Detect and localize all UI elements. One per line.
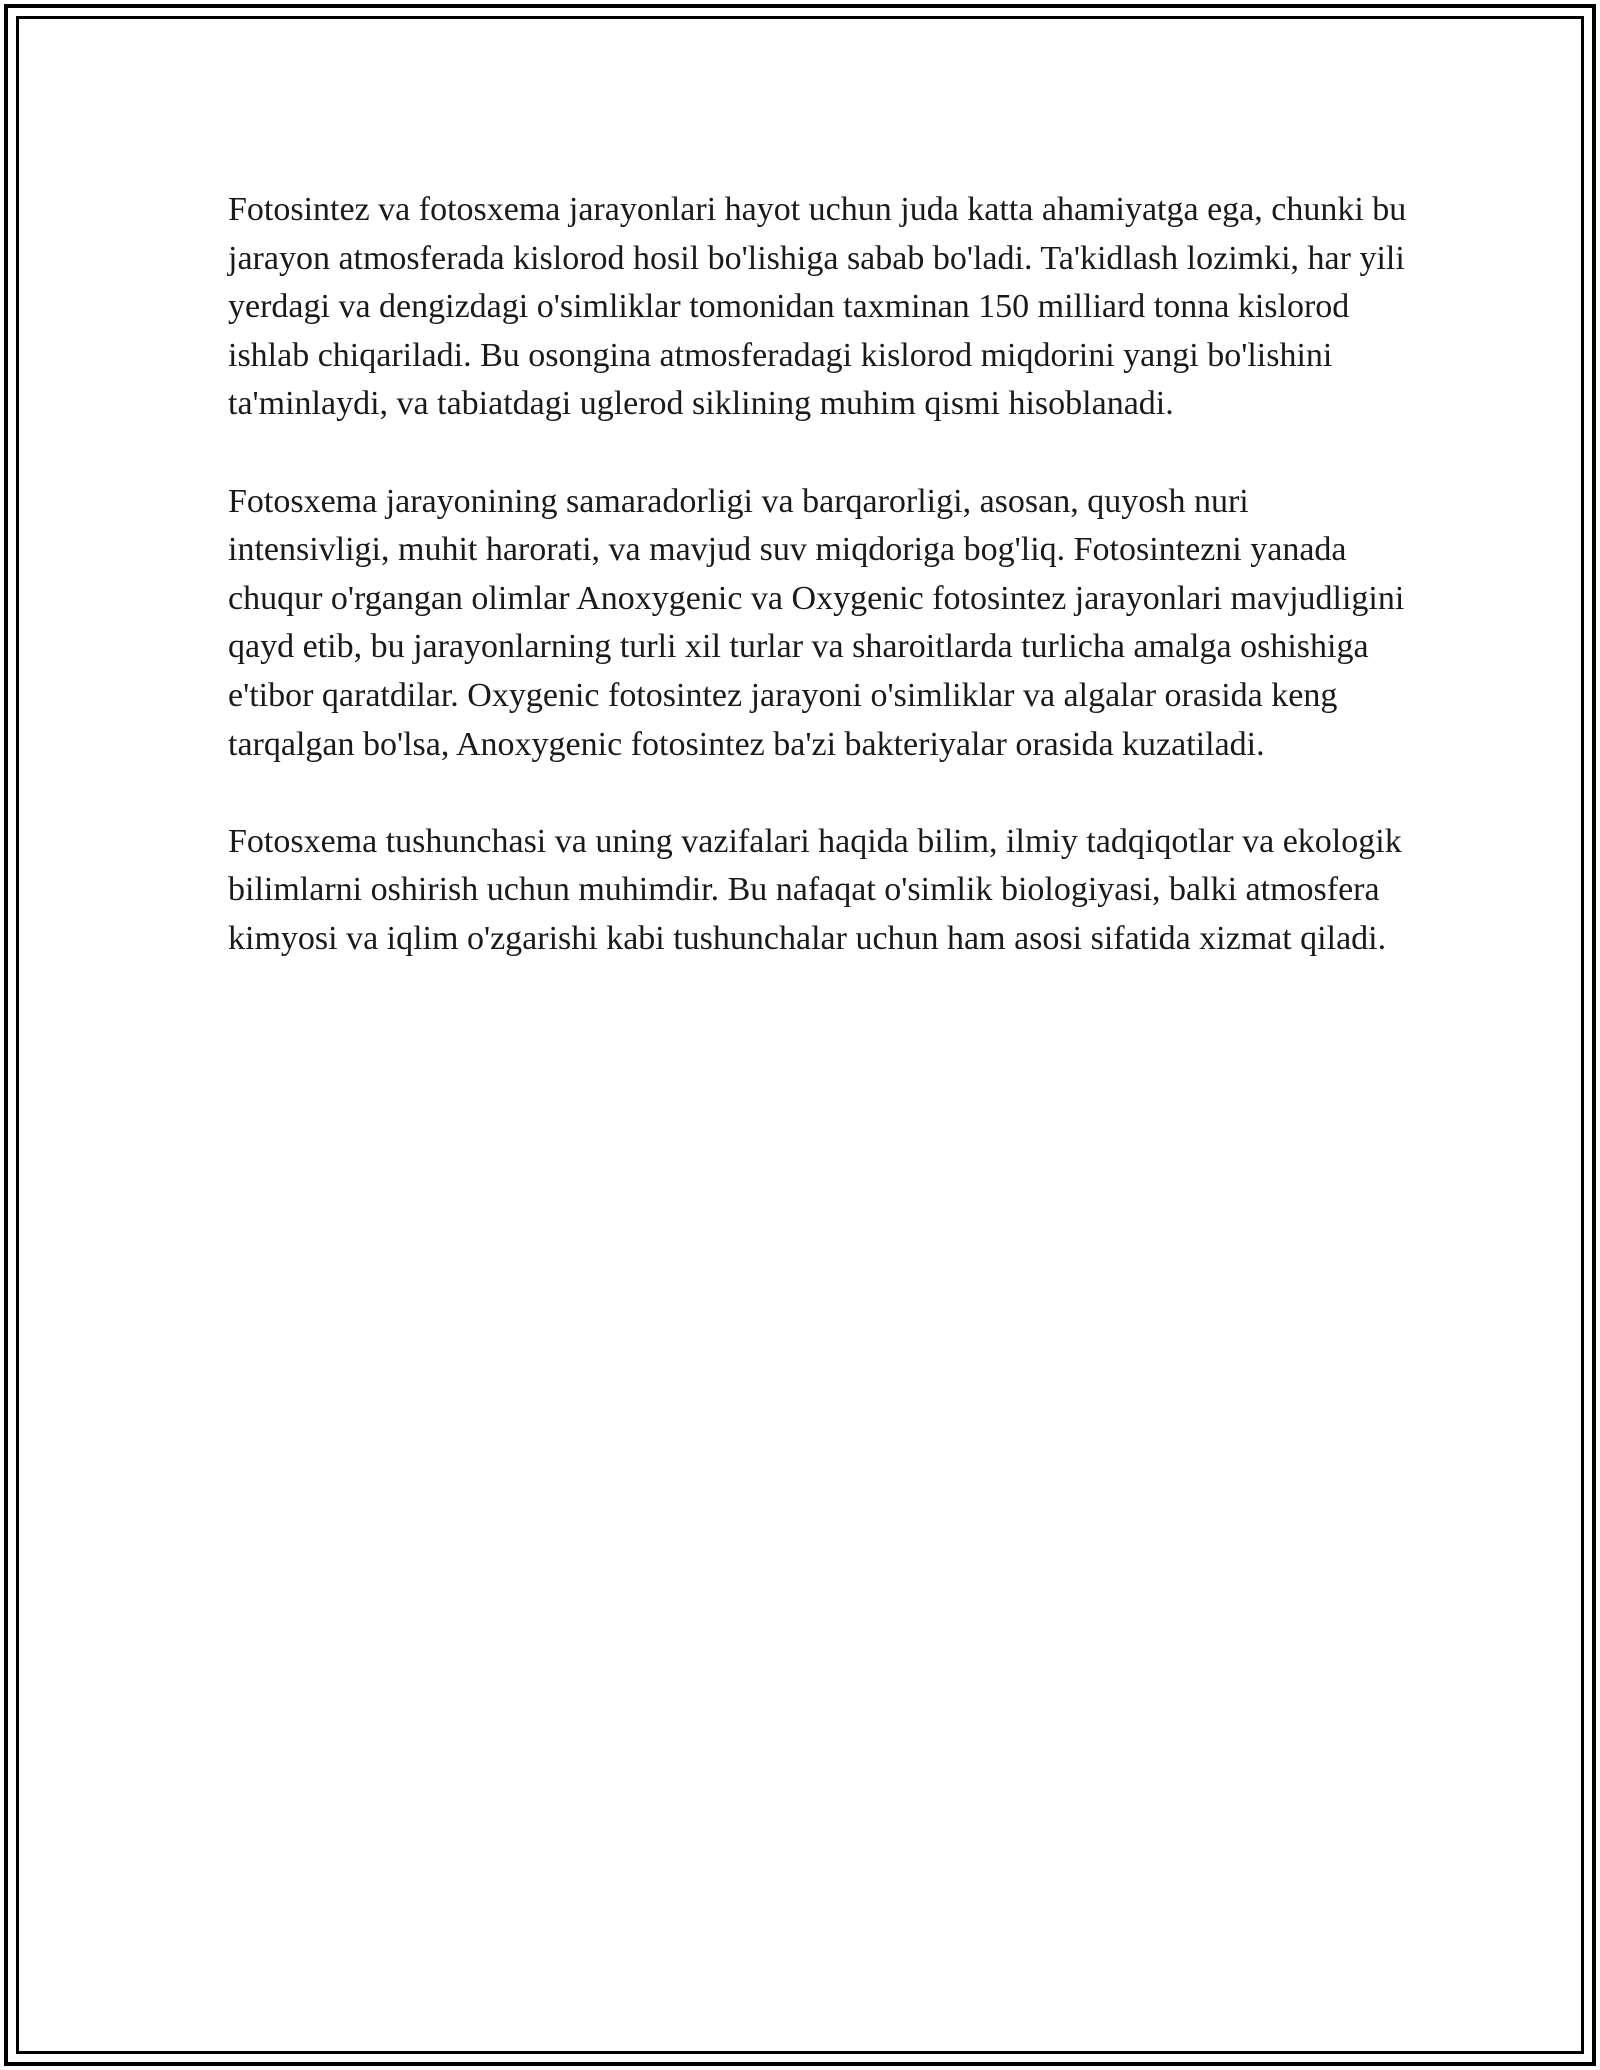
paragraph-2: Fotosxema jarayonining samaradorligi va barqarorligi, asosan, quyosh nuri intensivligi, muhit harorati, va mavjud suv miqdoriga bog'liq. Fotosintezni yanada chuqur o'rgangan olimlar Anoxygenic va Oxygenic fotosintez jarayonlari mavjudligini qayd etib, bu jarayonlarning turli xil turlar va sharoitlarda turlicha amalga oshishiga e'tibor qaratdilar. Oxygenic fotosintez jarayoni o'simliklar va algalar orasida keng tarqalgan bo'lsa, Anoxygenic fotosintez ba'zi bakteriyalar orasida kuzatiladi.: [228, 482, 1405, 763]
paragraph-1: Fotosintez va fotosxema jarayonlari hayot uchun juda katta ahamiyatga ega, chunki bu jarayon atmosferada kislorod hosil bo'lishiga sabab bo'ladi. Ta'kidlash lozimki, har yili yerdagi va dengizdagi o'simliklar tomonidan taxminan 150 milliard tonna kislorod ishlab chiqariladi. Bu osongina atmosferadagi kislorod miqdorini yangi bo'lishini ta'minlaydi, va tabiatdagi uglerod siklining muhim qismi hisoblanadi.: [228, 191, 1407, 423]
paragraph-3: Fotosxema tushunchasi va uning vazifalari haqida bilim, ilmiy tadqiqotlar va ekologik bilimlarni oshirish uchun muhimdir. Bu nafaqat o'simlik biologiyasi, balki atmosfera kimyosi va iqlim o'zgarishi kabi tushunchalar uchun ham asosi sifatida xizmat qiladi.: [228, 822, 1402, 957]
document-body: [228, 186, 1408, 1012]
